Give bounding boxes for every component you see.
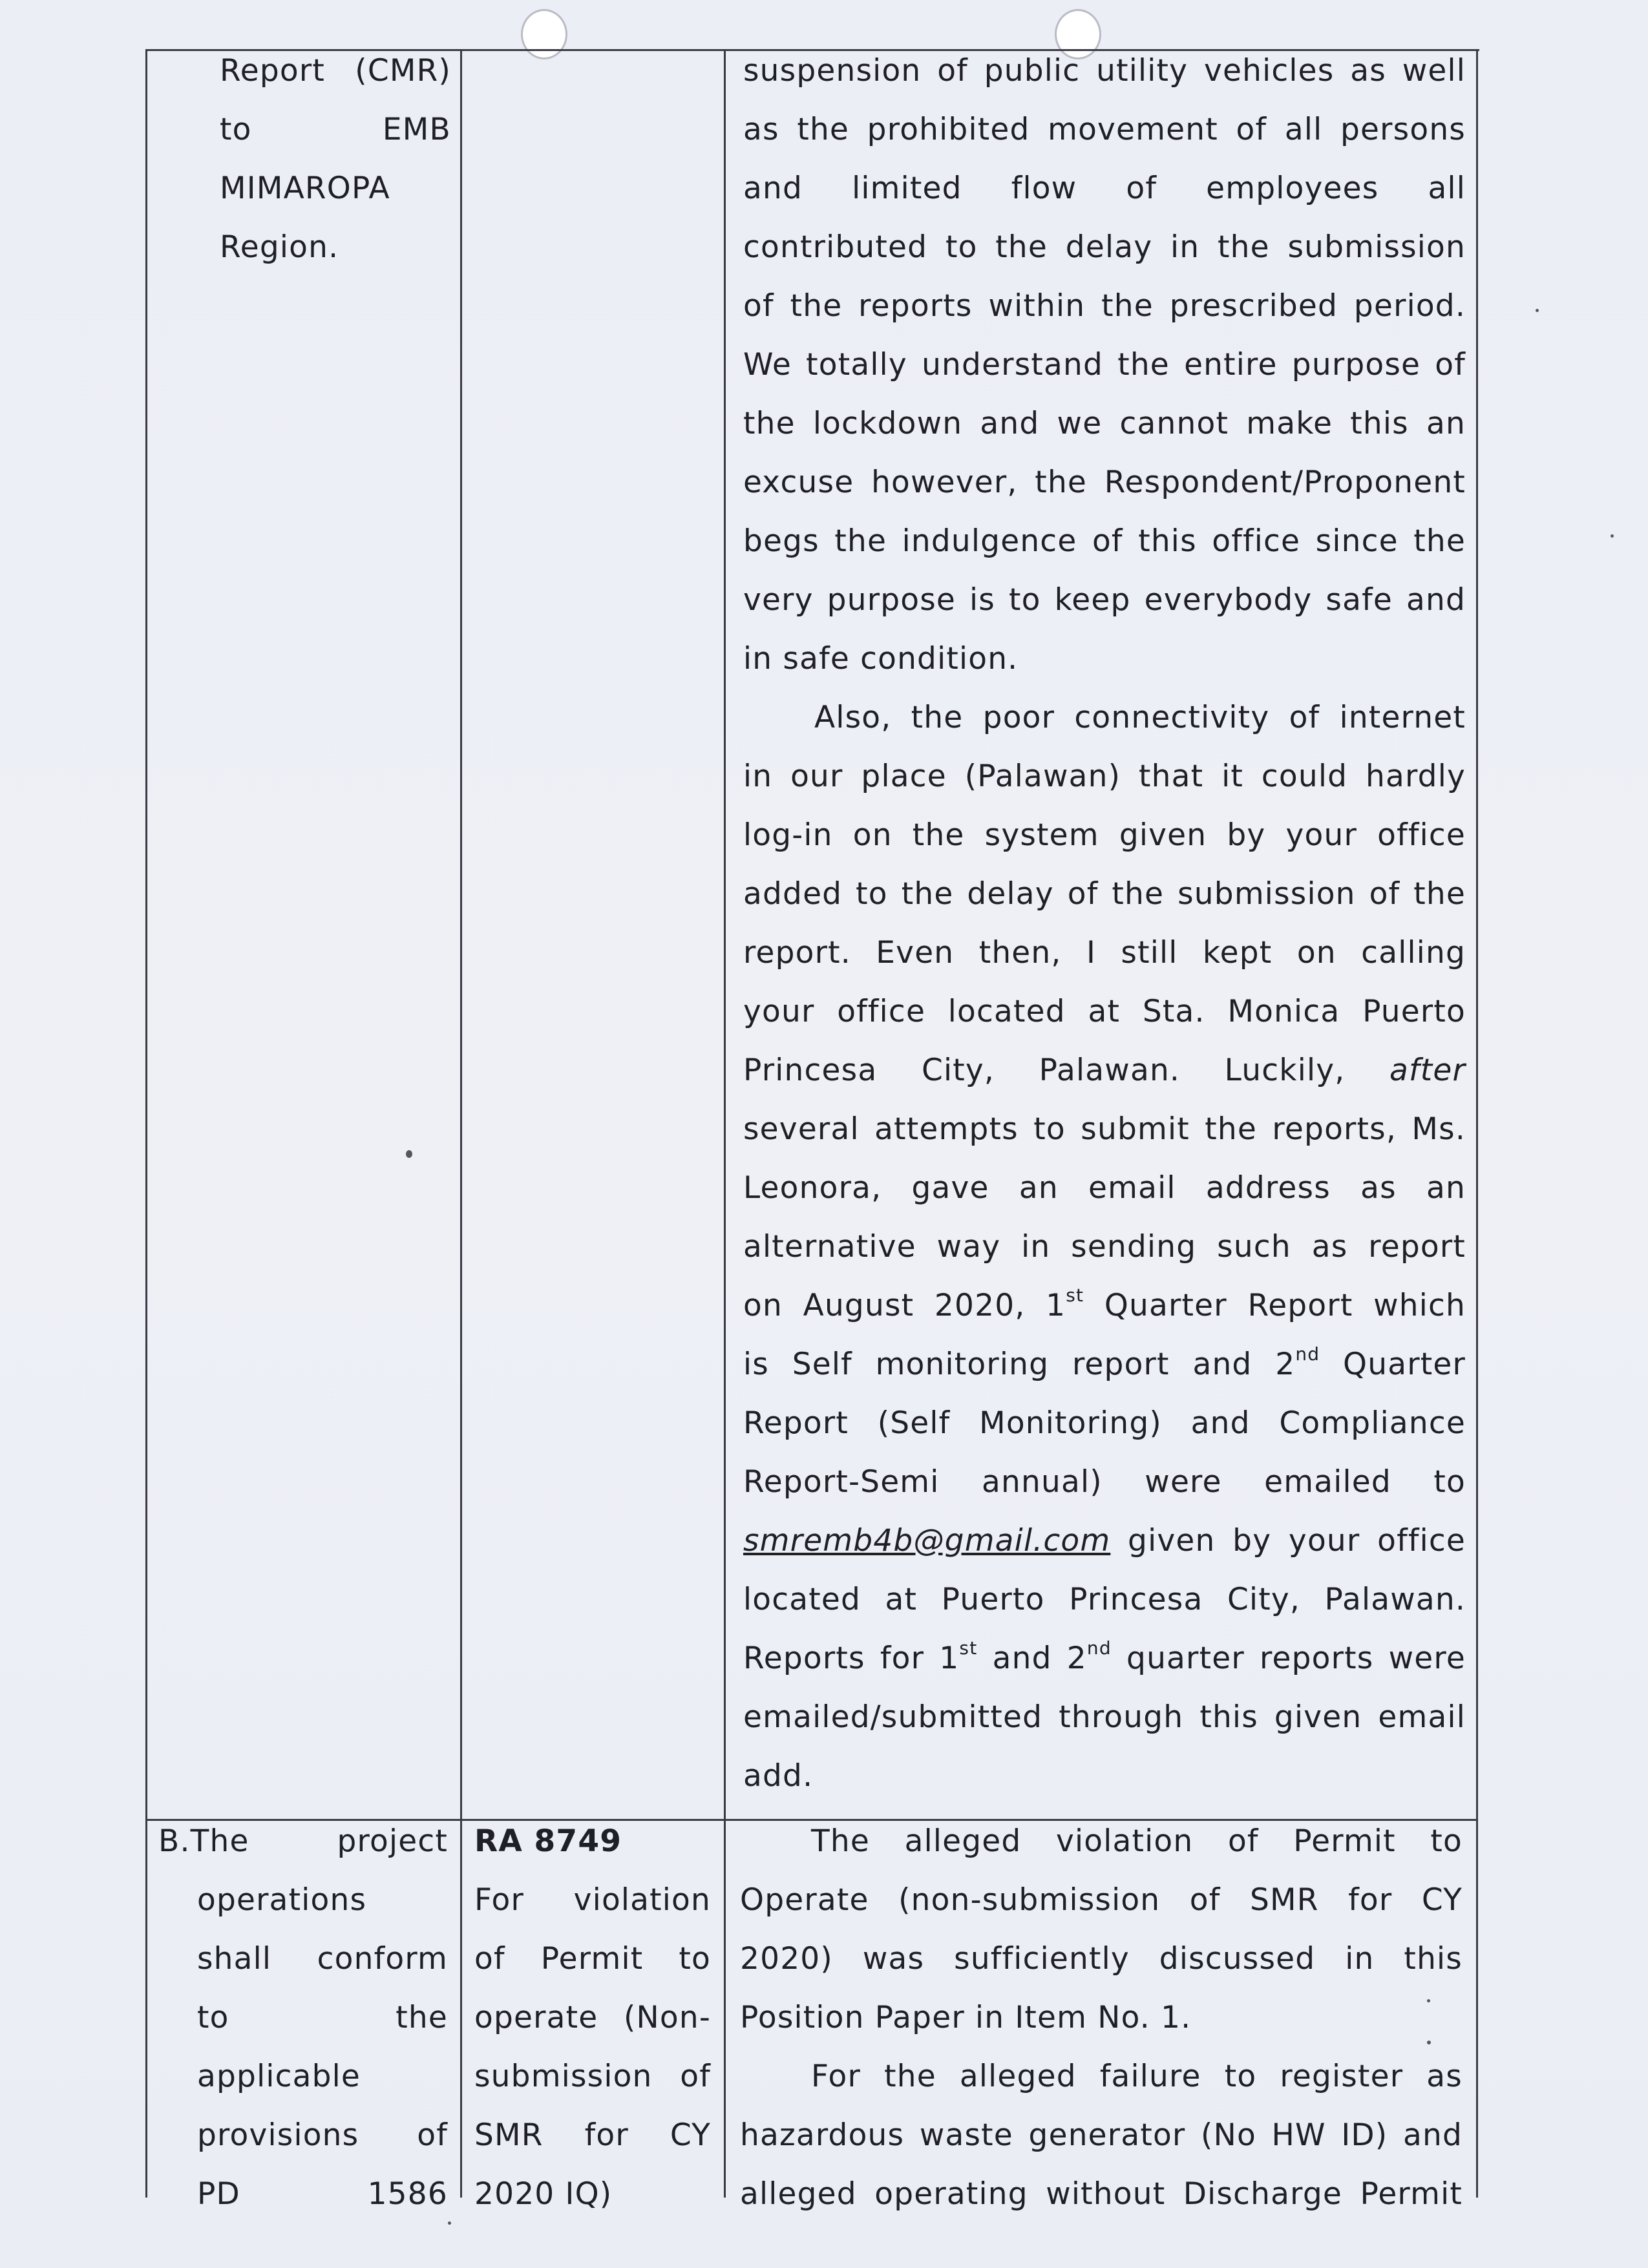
text-line: operations (197, 1882, 367, 1918)
text-line: several attempts to submit the reports, Ms. (743, 1111, 1466, 1147)
text-line: of the reports within the prescribed period. (743, 288, 1466, 324)
text-line: Report-Semi annual) were emailed to (743, 1464, 1466, 1500)
text-run: Quarter (1343, 1347, 1466, 1382)
scan-speck (1427, 1999, 1430, 2002)
text-line (743, 1511, 1466, 1570)
text-line: the lockdown and we cannot make this an (743, 406, 1466, 441)
text-run: and 2 (992, 1641, 1087, 1676)
text-line: provisions of (197, 2117, 448, 2153)
text-line: added to the delay of the submission of the (743, 876, 1466, 912)
text-line: alternative way in sending such as report (743, 1229, 1466, 1265)
text-line: For violation (474, 1882, 711, 1918)
text-line: Leonora, gave an email address as an (743, 1170, 1466, 1206)
text-line: PD 1586 (197, 2176, 448, 2212)
text-run: on August 2020, 1 (743, 1288, 1066, 1323)
text-line: add. (743, 1758, 814, 1794)
text-line (158, 1812, 448, 1871)
text-line: alleged operating without Discharge Permit (740, 2176, 1463, 2212)
text-run-italic: after (1389, 1053, 1466, 1088)
scan-speck (406, 1150, 412, 1158)
text-line: to EMB (220, 112, 451, 147)
text-line: Position Paper in Item No. 1. (740, 2000, 1192, 2035)
text-line: log-in on the system given by your office (743, 817, 1466, 853)
text-line: We totally understand the entire purpose of (743, 347, 1466, 383)
item-label: B. (158, 1823, 191, 1859)
text-line: suspension of public utility vehicles as well (743, 53, 1466, 89)
text-line: 2020) was sufficiently discussed in this (740, 1941, 1463, 1977)
text-line: SMR for CY (474, 2117, 711, 2153)
text-line: very purpose is to keep everybody safe and (743, 582, 1466, 618)
text-line: 2020 IQ) (474, 2176, 613, 2212)
column-divider-2 (724, 49, 726, 2198)
text-run: is Self monitoring report and 2 (743, 1347, 1296, 1382)
text-line: MIMAROPA (220, 171, 390, 206)
row2-response-cell (740, 1812, 1463, 2223)
text-run: quarter reports were (1126, 1641, 1466, 1676)
row1-requirement-cell (220, 41, 451, 277)
email-link[interactable]: smremb4b@gmail.com (743, 1523, 1111, 1559)
text-line: submission of (474, 2059, 711, 2094)
punch-hole-left (521, 9, 567, 59)
scan-speck (1536, 309, 1539, 312)
text-line: operate (Non- (474, 2000, 711, 2035)
table-left-border (145, 49, 147, 2198)
superscript: nd (1295, 1343, 1320, 1365)
text-line: Report (Self Monitoring) and Compliance (743, 1405, 1466, 1441)
table-right-border (1476, 49, 1478, 2198)
text-line: The alleged violation of Permit to (811, 1823, 1463, 1859)
text-line: hazardous waste generator (No HW ID) and (740, 2117, 1463, 2153)
row2-requirement-cell (158, 1812, 448, 1871)
text-line: and limited flow of employees all (743, 171, 1466, 206)
text-line (743, 1276, 1466, 1335)
text-line: in our place (Palawan) that it could hardly (743, 759, 1466, 794)
text-line: begs the indulgence of this office since the (743, 523, 1466, 559)
text-line: to the (197, 2000, 448, 2035)
text-line: excuse however, the Respondent/Proponent (743, 465, 1466, 500)
superscript: st (959, 1637, 978, 1659)
column-divider-1 (460, 49, 462, 2198)
text-run: The project (190, 1823, 448, 1859)
text-line: Operate (non-submission of SMR for CY (740, 1882, 1463, 1918)
text-line: report. Even then, I still kept on calling (743, 935, 1466, 971)
text-run: Quarter Report which (1104, 1288, 1466, 1323)
superscript: nd (1086, 1637, 1112, 1659)
text-line (743, 1335, 1466, 1394)
row2-violation-cell (474, 1812, 711, 2223)
text-line: located at Puerto Princesa City, Palawan. (743, 1582, 1466, 1617)
text-line: For the alleged failure to register as (811, 2059, 1463, 2094)
text-line (743, 1629, 1466, 1688)
scan-speck (448, 2221, 451, 2225)
row1-response-cell (743, 41, 1466, 1805)
text-line: applicable (197, 2059, 361, 2094)
row2-requirement-cell-body (197, 1871, 448, 2223)
text-line: contributed to the delay in the submission (743, 229, 1466, 265)
superscript: st (1066, 1285, 1084, 1306)
text-line: Also, the poor connectivity of internet (814, 700, 1466, 735)
text-line: as the prohibited movement of all persons (743, 112, 1466, 147)
scan-speck (1611, 534, 1614, 538)
text-run: given by your office (1128, 1523, 1466, 1559)
text-line: your office located at Sta. Monica Puerto (743, 994, 1466, 1029)
text-line: Region. (220, 229, 339, 265)
text-line: of Permit to (474, 1941, 711, 1977)
text-line: emailed/submitted through this given email (743, 1699, 1466, 1735)
text-line: Report (CMR) (220, 53, 451, 89)
text-run: Reports for 1 (743, 1641, 960, 1676)
text-line (743, 1041, 1466, 1100)
scan-speck (1427, 2041, 1431, 2044)
law-heading: RA 8749 (474, 1823, 622, 1859)
text-line: shall conform (197, 1941, 448, 1977)
text-line: in safe condition. (743, 641, 1019, 677)
text-run: Princesa City, Palawan. Luckily, (743, 1053, 1346, 1088)
